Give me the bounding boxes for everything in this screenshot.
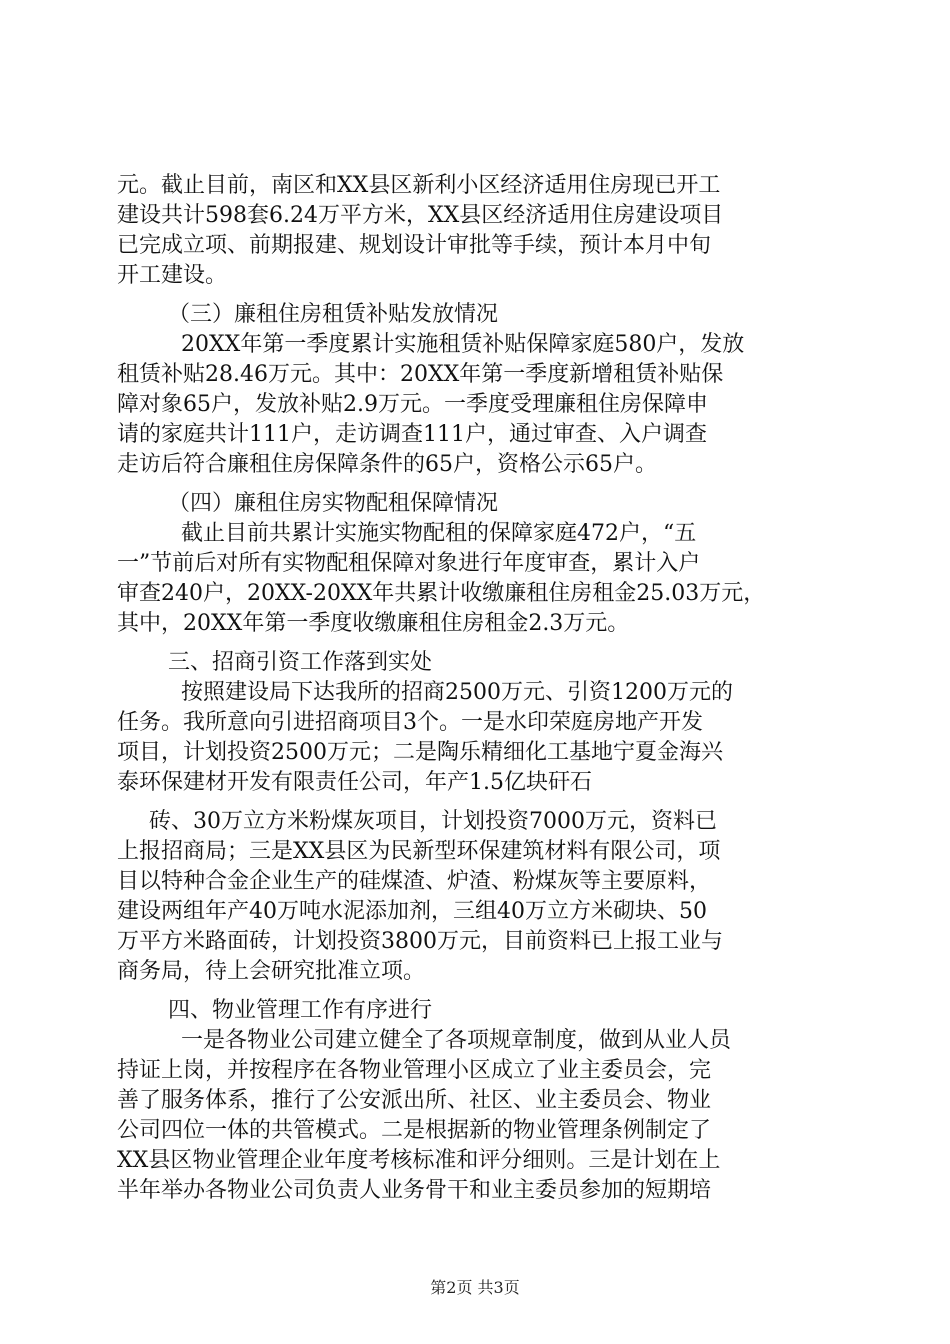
text-line: 一是各物业公司建立健全了各项规章制度，做到从业人员: [181, 1028, 732, 1053]
text-line: （三）廉租住房租赁补贴发放情况: [168, 302, 499, 327]
text-line: 按照建设局下达我所的招商2500万元、引资1200万元的: [181, 680, 733, 705]
text-line: 开工建设。: [117, 263, 228, 288]
text-line: 四、物业管理工作有序进行: [168, 998, 433, 1023]
text-line: 障对象65户，发放补贴2.9万元。一季度受理廉租住房保障申: [117, 392, 708, 417]
text-line: 砖、30万立方米粉煤灰项目，计划投资7000万元，资料已: [149, 809, 717, 834]
text-line: 上报招商局；三是XX县区为民新型环保建筑材料有限公司，项: [117, 839, 721, 864]
text-line: XX县区物业管理企业年度考核标准和评分细则。三是计划在上: [117, 1148, 721, 1173]
text-line: 建设两组年产40万吨水泥添加剂，三组40万立方米砌块、50: [117, 899, 707, 924]
text-line: 其中，20XX年第一季度收缴廉租住房租金2.3万元。: [117, 611, 630, 636]
text-line: 元。截止目前，南区和XX县区新利小区经济适用住房现已开工: [117, 173, 721, 198]
text-line: 万平方米路面砖，计划投资3800万元，目前资料已上报工业与: [117, 929, 723, 954]
text-line: 任务。我所意向引进招商项目3个。一是水印荣庭房地产开发: [117, 710, 703, 735]
text-line: 租赁补贴28.46万元。其中：20XX年第一季度新增租赁补贴保: [117, 362, 724, 387]
text-line: 三、招商引资工作落到实处: [168, 650, 433, 675]
text-line: 半年举办各物业公司负责人业务骨干和业主委员参加的短期培: [117, 1178, 712, 1203]
text-line: 截止目前共累计实施实物配租的保障家庭472户，“五: [181, 521, 697, 546]
text-line: 建设共计598套6.24万平方米，XX县区经济适用住房建设项目: [117, 203, 724, 228]
page-footer: 第2页 共3页: [430, 1278, 520, 1297]
text-line: 商务局，待上会研究批准立项。: [117, 959, 426, 984]
text-line: （四）廉租住房实物配租保障情况: [168, 491, 499, 516]
text-line: 请的家庭共计111户，走访调查111户，通过审查、入户调查: [117, 422, 707, 447]
text-line: 审查240户，20XX-20XX年共累计收缴廉租住房租金25.03万元，: [117, 581, 766, 606]
text-line: 善了服务体系，推行了公安派出所、社区、业主委员会、物业: [117, 1088, 712, 1113]
text-line: 项目，计划投资2500万元；二是陶乐精细化工基地宁夏金海兴: [117, 740, 723, 765]
text-line: 公司四位一体的共管模式。二是根据新的物业管理条例制定了: [117, 1118, 712, 1143]
text-line: 泰环保建材开发有限责任公司，年产1.5亿块矸石: [117, 770, 592, 795]
text-line: 持证上岗，并按程序在各物业管理小区成立了业主委员会，完: [117, 1058, 712, 1083]
text-line: 走访后符合廉租住房保障条件的65户，资格公示65户。: [117, 452, 657, 477]
text-line: 20XX年第一季度累计实施租赁补贴保障家庭580户，发放: [181, 332, 745, 357]
text-line: 已完成立项、前期报建、规划设计审批等手续，预计本月中旬: [117, 233, 712, 258]
text-line: 一”节前后对所有实物配租保障对象进行年度审查，累计入户: [117, 551, 701, 576]
text-line: 目以特种合金企业生产的硅煤渣、炉渣、粉煤灰等主要原料，: [117, 869, 712, 894]
